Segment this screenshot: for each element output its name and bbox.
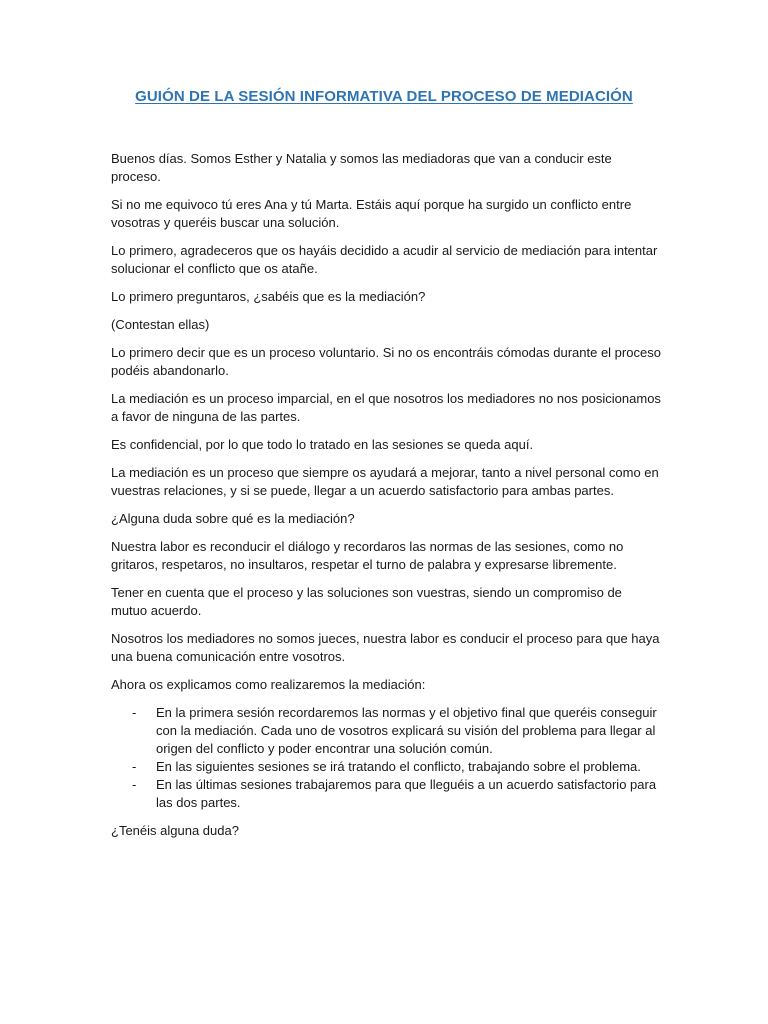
document-body: [111, 150, 661, 850]
paragraph: Si no me equivoco tú eres Ana y tú Marta. Estáis aquí porque ha surgido un conflicto entre vosotras y queréis buscar una solución.: [111, 197, 632, 230]
paragraph: Nosotros los mediadores no somos jueces, nuestra labor es conducir el proceso para que haya una buena comunicación entre vosotros.: [111, 631, 660, 664]
list-item-text: En la primera sesión recordaremos las normas y el objetivo final que queréis conseguir con la mediación. Cada uno de vosotros explicará su visión del problema para llegar al origen del conflicto y poder encontrar una solución común.: [156, 705, 657, 756]
document-title: GUIÓN DE LA SESIÓN INFORMATIVA DEL PROCESO DE MEDIACIÓN: [135, 88, 633, 105]
paragraph: Buenos días. Somos Esther y Natalia y somos las mediadoras que van a conducir este proceso.: [111, 151, 612, 184]
list-marker: -: [132, 777, 137, 792]
list-item-text: En las últimas sesiones trabajaremos para que lleguéis a un acuerdo satisfactorio para las dos partes.: [156, 777, 657, 810]
paragraph: La mediación es un proceso que siempre os ayudará a mejorar, tanto a nivel personal como en vuestras relaciones, y si se puede, llegar a un acuerdo satisfactorio para ambas partes.: [111, 465, 659, 498]
list-item: [111, 704, 661, 758]
paragraph: Lo primero preguntaros, ¿sabéis que es la mediación?: [111, 289, 426, 304]
paragraph: Tener en cuenta que el proceso y las soluciones son vuestras, siendo un compromiso de mutuo acuerdo.: [111, 585, 622, 618]
list-marker: -: [132, 759, 137, 774]
closing-question: ¿Tenéis alguna duda?: [111, 823, 239, 838]
paragraph: ¿Alguna duda sobre qué es la mediación?: [111, 511, 355, 526]
list-item: [111, 776, 661, 812]
paragraph: Nuestra labor es reconducir el diálogo y recordaros las normas de las sesiones, como no gritaros, respetaros, no insultaros, respetar el turno de palabra y expresarse libremente.: [111, 539, 624, 572]
paragraph: (Contestan ellas): [111, 317, 210, 332]
paragraph: Es confidencial, por lo que todo lo tratado en las sesiones se queda aquí.: [111, 437, 534, 452]
list-item: [111, 758, 661, 776]
paragraph: Ahora os explicamos como realizaremos la mediación:: [111, 677, 426, 692]
paragraph: Lo primero decir que es un proceso voluntario. Si no os encontráis cómodas durante el proceso podéis abandonarlo.: [111, 345, 661, 378]
list-item-text: En las siguientes sesiones se irá tratando el conflicto, trabajando sobre el problema.: [156, 759, 641, 774]
bullet-list: [111, 704, 661, 812]
paragraph: La mediación es un proceso imparcial, en el que nosotros los mediadores no nos posicionamos a favor de ninguna de las partes.: [111, 391, 661, 424]
paragraph: Lo primero, agradeceros que os hayáis decidido a acudir al servicio de mediación para intentar solucionar el conflicto que os atañe.: [111, 243, 658, 276]
list-marker: -: [132, 705, 137, 720]
